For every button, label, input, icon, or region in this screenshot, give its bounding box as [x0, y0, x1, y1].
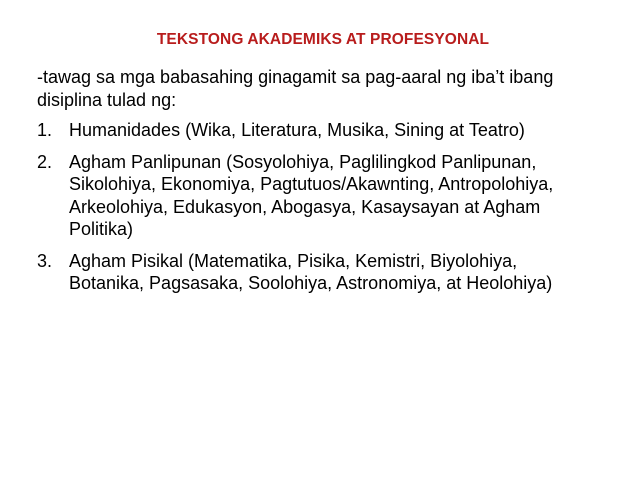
- list-item: [37, 250, 597, 295]
- slide-body: [37, 66, 597, 304]
- list-item-text: Agham Panlipunan (Sosyolohiya, Paglilingkod Panlipunan, Sikolohiya, Ekonomiya, Pagtutuos/Akawnting, Antropolohiya, Arkeolohiya, Edukasyon, Abogasya, Kasaysayan at Agham Politika): [69, 151, 554, 239]
- slide-title: TEKSTONG AKADEMIKS AT PROFESYONAL: [156, 31, 490, 48]
- list-item: [37, 151, 597, 241]
- list-item-text: Agham Pisikal (Matematika, Pisika, Kemistri, Biyolohiya, Botanika, Pagsasaka, Soolohiya, Astronomiya, at Heolohiya): [69, 250, 553, 293]
- list-item-number: 1.: [37, 120, 53, 140]
- discipline-list: [37, 119, 597, 295]
- list-item-text: Humanidades (Wika, Literatura, Musika, Sining at Teatro): [69, 120, 525, 140]
- list-item: [37, 119, 597, 142]
- list-item-number: 2.: [37, 151, 53, 172]
- list-item-number: 3.: [37, 250, 53, 271]
- intro-text: -tawag sa mga babasahing ginagamit sa pag-aaral ng iba’t ibang disiplina tulad ng:: [37, 67, 554, 110]
